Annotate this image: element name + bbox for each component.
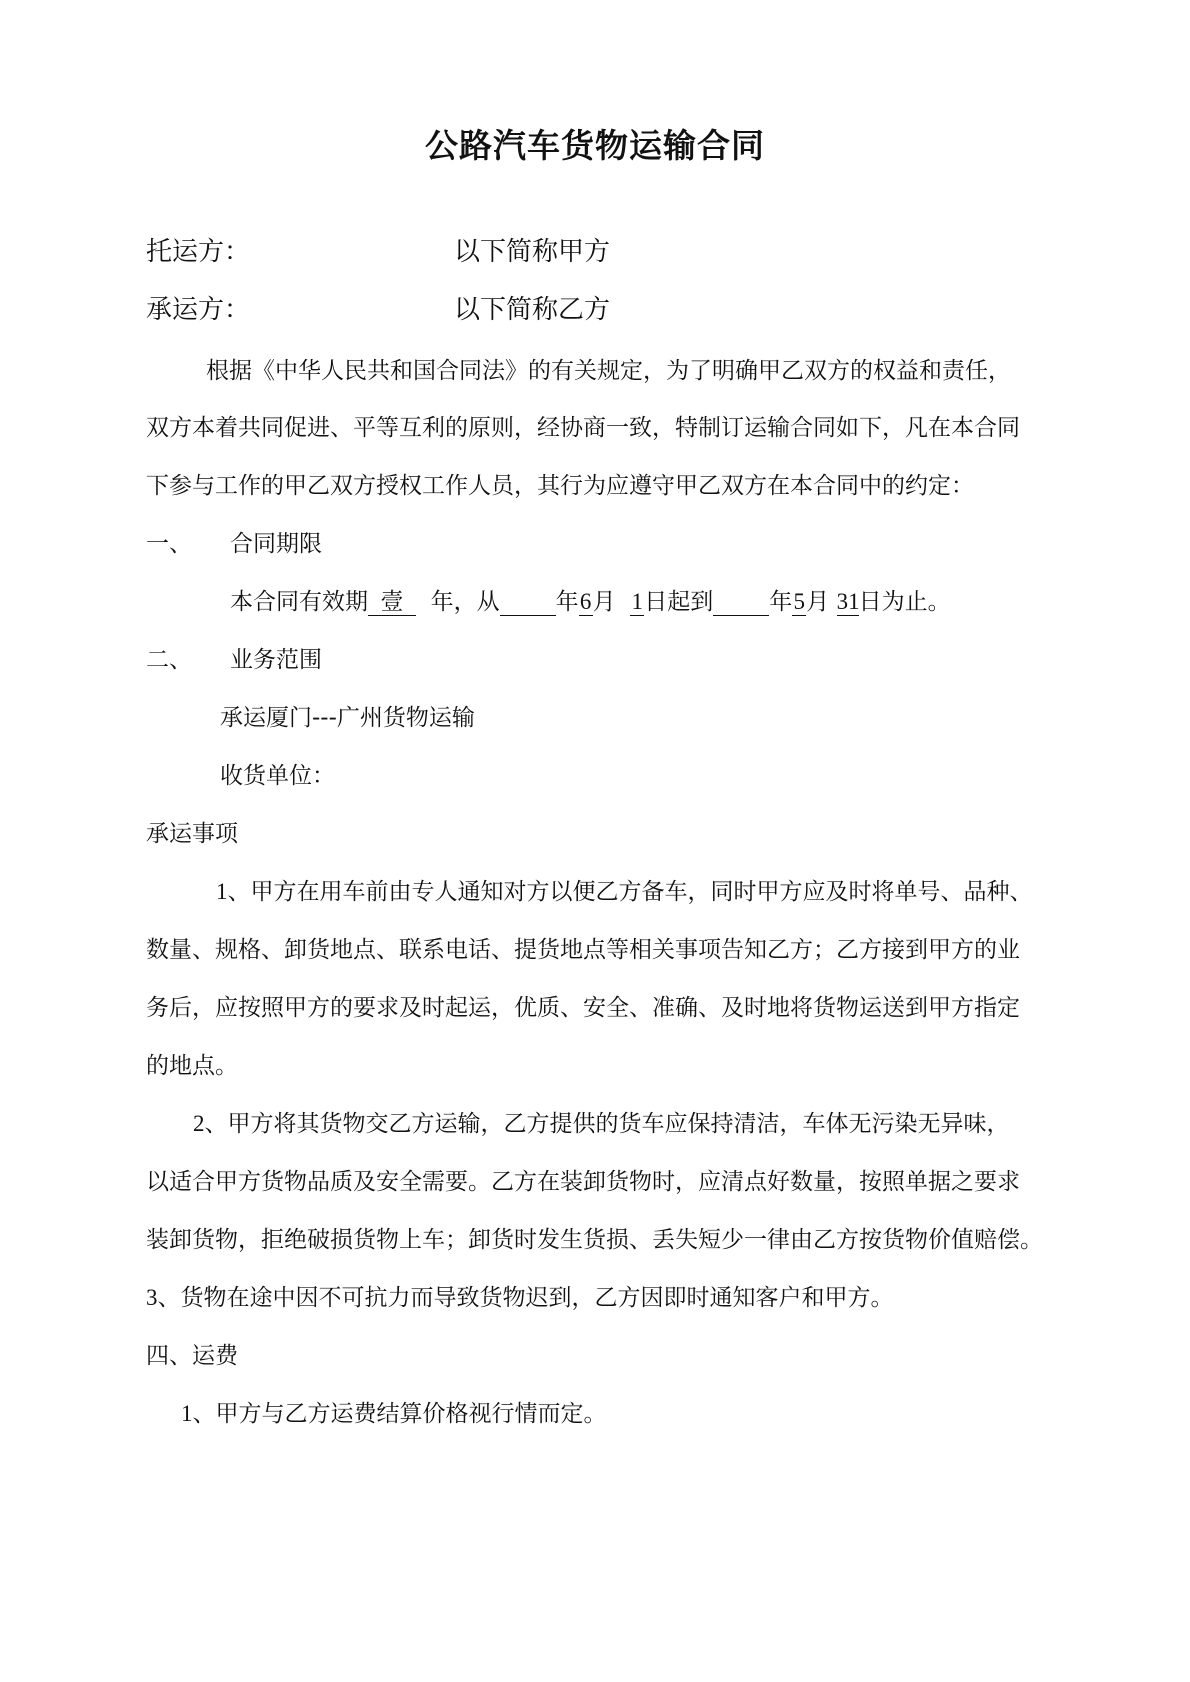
end-year-blank (713, 589, 769, 616)
document-title: 公路汽车货物运输合同 (425, 126, 765, 165)
freight-clause-1: 1、甲方与乙方运费结算价格视行情而定。 (181, 1401, 607, 1427)
section-2-heading (146, 645, 322, 675)
business-route: 承运厦门---广州货物运输 (220, 705, 475, 731)
clause-1-line-1: 1、甲方在用车前由专人通知对方以便乙方备车，同时甲方应及时将单号、品种、 (216, 879, 1033, 905)
section-1-number: 一、 (146, 531, 192, 557)
clause-3-line-1: 3、货物在途中因不可抗力而导致货物迟到，乙方因即时通知客户和甲方。 (146, 1285, 894, 1311)
clause-1-line-3: 务后，应按照甲方的要求及时起运，优质、安全、准确、及时地将货物运送到甲方指定 (146, 995, 1020, 1021)
start-month-field: 6 (579, 589, 592, 614)
term-value-field: 壹 (368, 589, 416, 616)
carrier-label: 承运方： (146, 295, 251, 325)
preamble-line-2: 双方本着共同促进、平等互利的原则，经协商一致，特制订运输合同如下，凡在本合同 (146, 415, 1020, 441)
section-1-title: 合同期限 (230, 531, 322, 557)
clause-2-line-1: 2、甲方将其货物交乙方运输，乙方提供的货车应保持清洁，车体无污染无异味， (193, 1111, 1010, 1137)
shipper-label: 托运方： (146, 237, 251, 267)
clause-1-line-4: 的地点。 (146, 1053, 238, 1079)
section-2-title: 业务范围 (230, 647, 322, 673)
section-2-number: 二、 (146, 647, 192, 673)
clause-2-line-2: 以适合甲方货物品质及安全需要。乙方在装卸货物时，应清点好数量，按照单据之要求 (146, 1169, 1020, 1195)
end-day-field: 31 (836, 589, 860, 614)
contract-term-line: 本合同有效期 壹 年，从 年6月 1日起到 年5月 31日为止。 (230, 589, 951, 615)
end-month-field: 5 (793, 589, 805, 614)
clause-2-line-3: 装卸货物，拒绝破损货物上车；卸货时发生货损、丢失短少一律由乙方按货物价值赔偿。 (146, 1227, 1043, 1253)
preamble-line-3: 下参与工作的甲乙双方授权工作人员，其行为应遵守甲乙双方在本合同中的约定： (146, 473, 974, 499)
shipper-note: 以下简称甲方 (454, 237, 611, 267)
clause-1-line-2: 数量、规格、卸货地点、联系电话、提货地点等相关事项告知乙方；乙方接到甲方的业 (146, 937, 1020, 963)
start-year-blank (500, 589, 556, 616)
preamble-line-1: 根据《中华人民共和国合同法》的有关规定，为了明确甲乙双方的权益和责任， (206, 358, 1011, 384)
carrier-note: 以下简称乙方 (454, 295, 611, 325)
section-4-heading: 四、运费 (146, 1343, 238, 1369)
section-1-heading (146, 529, 322, 559)
section-3-heading: 承运事项 (146, 821, 238, 847)
start-day-field: 1 (631, 589, 643, 614)
consignee-label: 收货单位： (220, 763, 335, 789)
